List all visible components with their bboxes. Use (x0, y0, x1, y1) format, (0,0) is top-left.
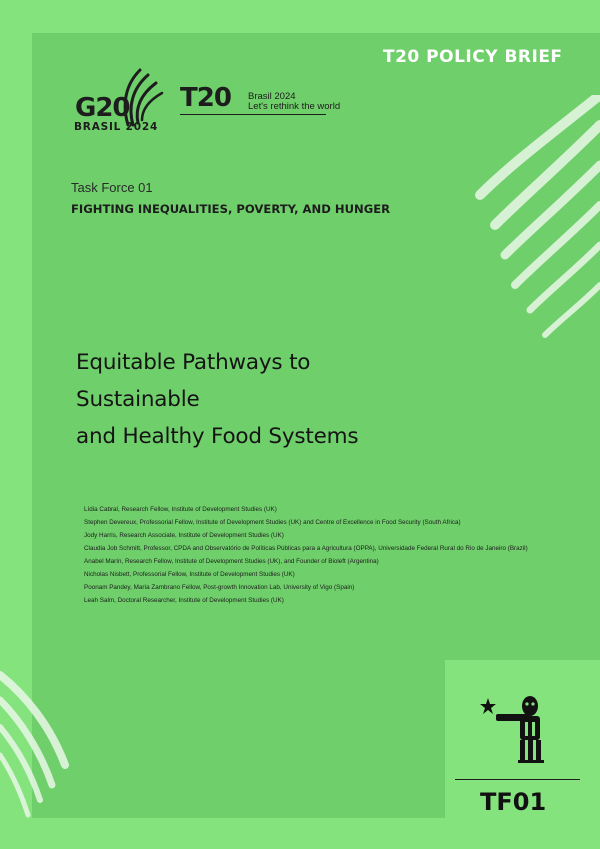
document-title-line1: Equitable Pathways to Sustainable (76, 350, 311, 412)
decorative-swoosh-left-icon (0, 655, 75, 825)
t20-logo-line2: Let's rethink the world (248, 101, 341, 112)
t20-logo-divider (180, 114, 326, 115)
g20-logo-text: G20 (75, 93, 130, 123)
author-list (84, 503, 539, 607)
top-right-corner (445, 0, 600, 33)
author-entry: Claudia Job Schmitt, Professor, CPDA and Observatório de Políticas Públicas para a Agricultura (OPPA), Universidade Federal Rural do Rio de Janeiro (Brazil) (84, 545, 528, 552)
decorative-swoosh-right-icon (470, 95, 600, 495)
author-entry: Jody Harris, Research Associate, Institute of Development Studies (UK) (84, 532, 284, 539)
author-entry: Anabel Marín, Research Fellow, Institute of Development Studies (UK), and Founder of Bioleft (Argentina) (84, 558, 379, 565)
author-entry: Nicholas Nisbett, Professorial Fellow, Institute of Development Studies (UK) (84, 571, 295, 578)
task-force-label: Task Force 01 (71, 180, 153, 195)
author-entry: Poonam Pandey, María Zambrano Fellow, Post-growth Innovation Lab, University of Vigo (Spain) (84, 584, 355, 591)
task-force-figure-icon (478, 688, 558, 768)
t20-logo-text: T20 (180, 83, 231, 113)
task-force-code: TF01 (480, 788, 547, 816)
document-title-line2: and Healthy Food Systems (76, 424, 359, 449)
author-entry: Stephen Devereux, Professorial Fellow, Institute of Development Studies (UK) and Centre of Excellence in Food Security (South Africa) (84, 519, 461, 526)
document-title (76, 344, 436, 455)
g20-logo-subtitle: BRASIL 2024 (74, 121, 159, 133)
author-entry: Lídia Cabral, Research Fellow, Institute of Development Studies (UK) (84, 506, 277, 513)
author-entry: Leah Salm, Doctoral Researcher, Institute of Development Studies (UK) (84, 597, 284, 604)
policy-brief-label: T20 POLICY BRIEF (383, 47, 563, 67)
task-force-code-divider (455, 779, 580, 780)
t20-logo-line1: Brasil 2024 (248, 91, 296, 102)
task-force-title: FIGHTING INEQUALITIES, POVERTY, AND HUNGER (71, 202, 391, 216)
